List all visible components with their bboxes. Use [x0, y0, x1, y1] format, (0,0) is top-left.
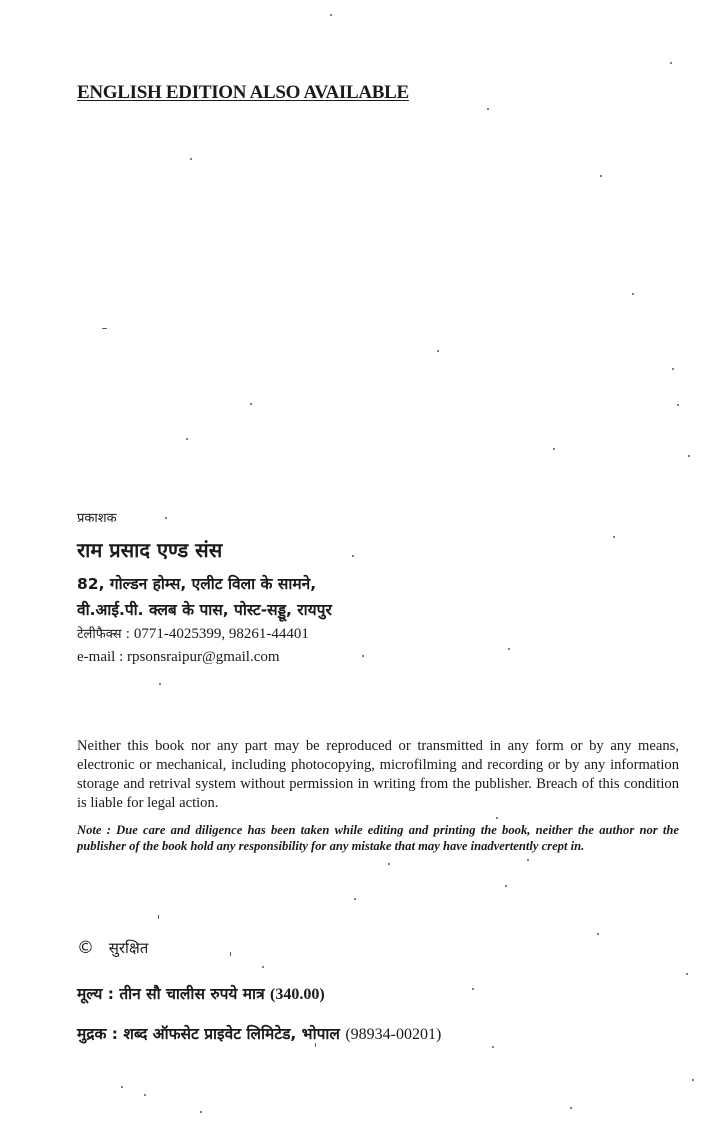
publisher-telefax	[77, 623, 677, 646]
copyright-symbol: ©	[77, 938, 94, 958]
printer-line	[77, 1022, 441, 1044]
disclaimer-note: Note : Due care and diligence has been taken while editing and printing the book, neither the author nor the publisher of the book hold any responsibility for any mistake that may have inadvertently crept in.	[77, 823, 679, 853]
copyright-label: सुरक्षित	[108, 939, 149, 957]
printer-label: मुद्रक : शब्द ऑफसेट प्राइवेट लिमिटेड, भोपाल	[77, 1025, 340, 1043]
price-value: (340.00)	[270, 986, 325, 1003]
telefax-label: टेलीफैक्स :	[77, 627, 131, 642]
copyright-line	[77, 938, 148, 958]
publisher-block	[77, 508, 677, 669]
publisher-label: प्रकाशक	[77, 511, 117, 526]
printer-phone: (98934-00201)	[345, 1026, 442, 1043]
publisher-address-line2: वी.आई.पी. क्लब के पास, पोस्ट-सड्डू, रायपुर	[77, 601, 332, 619]
price-label: मूल्य : तीन सौ चालीस रुपये मात्र	[77, 985, 265, 1003]
publisher-email: e-mail : rpsonsraipur@gmail.com	[77, 649, 280, 665]
telefax-value: 0771-4025399, 98261-44401	[133, 626, 309, 642]
price-line	[77, 982, 325, 1004]
publisher-name: राम प्रसाद एण्ड संस	[77, 538, 223, 562]
rights-statement: Neither this book nor any part may be reproduced or transmitted in any form or by any means, electronic or mechanical, including photocopying, microfilming and recording or by any information storage and retrival system without permission in writing from the publisher. Breach of this condition is liable for legal action.	[77, 738, 679, 811]
english-edition-note: ENGLISH EDITION ALSO AVAILABLE	[77, 82, 409, 103]
publisher-address-line1: 82, गोल्डन होम्स, एलीट विला के सामने,	[77, 575, 317, 593]
